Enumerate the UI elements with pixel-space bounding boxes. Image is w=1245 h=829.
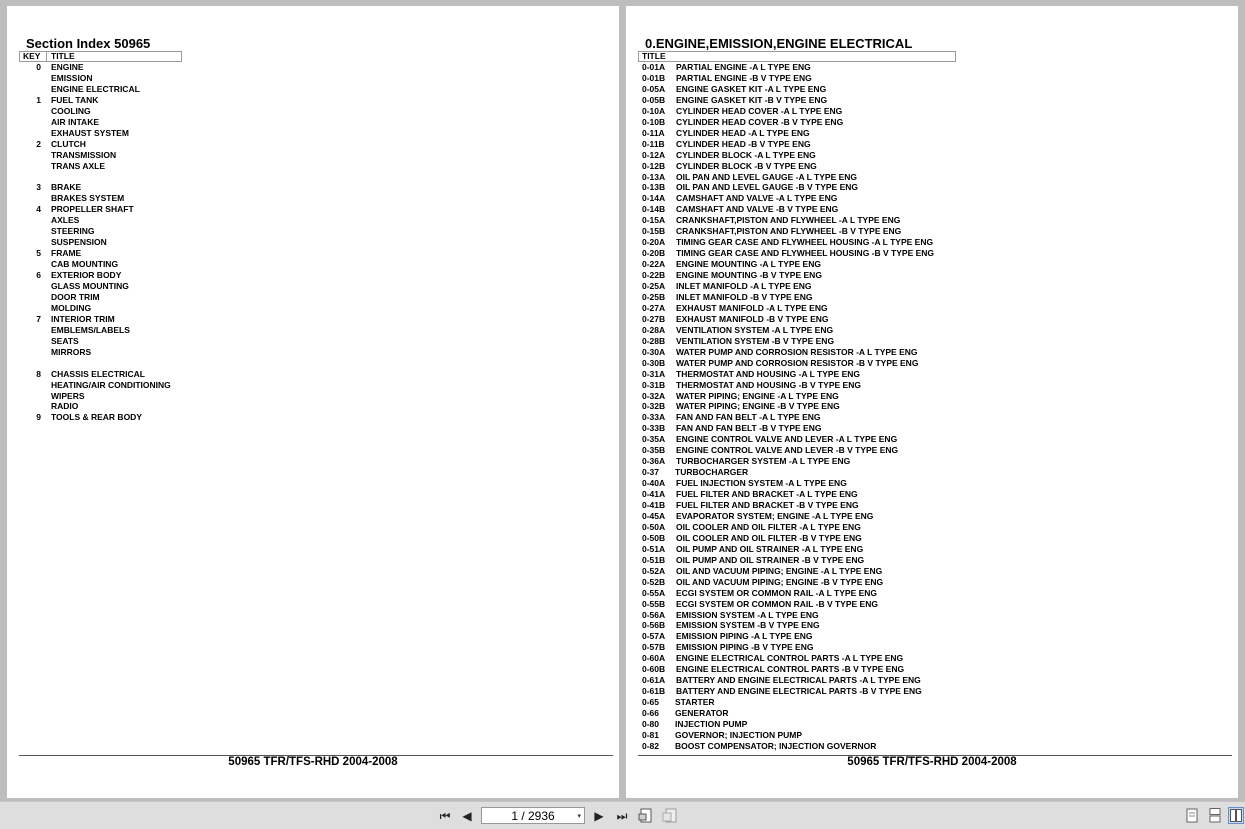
index-key: 4 (36, 204, 41, 215)
group-title: CAMSHAFT AND VALVE -B V TYPE ENG (676, 204, 839, 215)
index-row (7, 62, 307, 73)
group-list-row (642, 150, 1202, 161)
group-code: 0-20A (642, 237, 666, 248)
group-title: EMISSION SYSTEM -A L TYPE ENG (676, 609, 819, 620)
index-row (7, 73, 307, 84)
group-title: EMISSION SYSTEM -B V TYPE ENG (676, 620, 820, 631)
group-list-row (642, 325, 1202, 336)
title-column-header: TITLE (51, 51, 75, 61)
group-title: TURBOCHARGER SYSTEM -A L TYPE ENG (676, 456, 851, 467)
index-key: 2 (36, 138, 41, 149)
group-list-row (642, 292, 1202, 303)
index-title: DOOR TRIM (51, 291, 100, 302)
group-list-row (642, 314, 1202, 325)
group-list-row (642, 117, 1202, 128)
group-list-row (642, 270, 1202, 281)
index-row (7, 215, 307, 226)
index-title: WIPERS (51, 390, 85, 401)
index-row (7, 325, 307, 336)
group-list-row (642, 456, 1202, 467)
group-code: 0-25B (642, 291, 666, 302)
index-title: PROPELLER SHAFT (51, 204, 134, 215)
section-index-title: Section Index 50965 (26, 36, 151, 51)
group-title: CRANKSHAFT,PISTON AND FLYWHEEL -A L TYPE ENG (676, 215, 901, 226)
group-title: TURBOCHARGER (675, 467, 749, 478)
index-row (7, 248, 307, 259)
group-list-row (642, 555, 1202, 566)
group-list-row (642, 675, 1202, 686)
index-title: EXTERIOR BODY (51, 270, 122, 281)
index-row (7, 369, 307, 380)
list-header-box (638, 51, 956, 62)
group-list-row (642, 631, 1202, 642)
group-code: 0-35B (642, 445, 666, 456)
index-row (7, 226, 307, 237)
fit-width-icon[interactable] (662, 808, 678, 824)
index-row (7, 270, 307, 281)
group-title: OIL PUMP AND OIL STRAINER -A L TYPE ENG (676, 543, 864, 554)
group-list-row (642, 423, 1202, 434)
page-indicator: 1 / 2936 (511, 809, 555, 823)
group-code: 0-52A (642, 565, 666, 576)
index-row (7, 237, 307, 248)
group-code: 0-51B (642, 554, 666, 565)
group-title: ENGINE MOUNTING -B V TYPE ENG (676, 270, 822, 281)
page-number-field[interactable] (481, 807, 585, 824)
group-code: 0-01A (642, 62, 666, 72)
group-title: OIL AND VACUUM PIPING; ENGINE -B V TYPE ENG (676, 576, 884, 587)
index-title: CHASSIS ELECTRICAL (51, 368, 145, 379)
group-code: 0-57A (642, 631, 666, 642)
group-title: FUEL FILTER AND BRACKET -B V TYPE ENG (676, 500, 859, 510)
group-code: 0-11A (642, 127, 665, 138)
group-list-row (642, 347, 1202, 358)
group-code: 0-30A (642, 346, 666, 357)
index-title: TOOLS & REAR BODY (51, 412, 142, 423)
first-page-button[interactable]: ⏮ (439, 809, 451, 823)
index-title: INTERIOR TRIM (51, 313, 115, 324)
index-row (7, 150, 307, 161)
group-title: FUEL FILTER AND BRACKET -A L TYPE ENG (676, 489, 858, 500)
group-title: INJECTION PUMP (675, 719, 748, 729)
group-code: 0-12B (642, 160, 666, 171)
group-title: EXHAUST MANIFOLD -B V TYPE ENG (676, 313, 829, 324)
group-list-row (642, 358, 1202, 369)
group-title: INLET MANIFOLD -A L TYPE ENG (676, 281, 812, 291)
group-title: CYLINDER BLOCK -A L TYPE ENG (676, 149, 816, 160)
group-code: 0-41A (642, 489, 666, 500)
group-code: 0-41B (642, 500, 666, 510)
index-row (7, 172, 307, 183)
group-list-row (642, 599, 1202, 610)
group-list-row (642, 391, 1202, 402)
group-title: OIL AND VACUUM PIPING; ENGINE -A L TYPE ENG (676, 565, 883, 576)
group-code: 0-55A (642, 587, 666, 598)
group-list-row (642, 467, 1202, 478)
group-code: 0-36A (642, 456, 666, 467)
group-title: WATER PIPING; ENGINE -A L TYPE ENG (676, 390, 839, 401)
index-row (7, 347, 307, 358)
group-code: 0-15B (642, 226, 666, 237)
group-list-row (642, 248, 1202, 259)
group-code: 0-20B (642, 248, 666, 259)
group-title: OIL COOLER AND OIL FILTER -A L TYPE ENG (676, 521, 861, 532)
group-code: 0-05A (642, 83, 666, 94)
group-code: 0-10A (642, 105, 666, 116)
group-code: 0-32B (642, 401, 666, 412)
group-list-row (642, 215, 1202, 226)
group-list-row (642, 697, 1202, 708)
index-key: 0 (36, 62, 41, 72)
group-title: INLET MANIFOLD -B V TYPE ENG (676, 291, 813, 302)
index-title: BRAKE (51, 182, 82, 193)
group-code: 0-13A (642, 171, 666, 182)
index-title: EXHAUST SYSTEM (51, 127, 129, 138)
group-title: TIMING GEAR CASE AND FLYWHEEL HOUSING -B V TYPE ENG (676, 248, 935, 259)
group-list-row (642, 412, 1202, 423)
group-code: 0-55B (642, 598, 666, 609)
group-title: ECGI SYSTEM OR COMMON RAIL -A L TYPE ENG (676, 587, 878, 598)
group-list-row (642, 281, 1202, 292)
group-title: OIL COOLER AND OIL FILTER -B V TYPE ENG (676, 532, 862, 543)
group-code: 0-14B (642, 204, 666, 215)
index-title: EMISSION (51, 72, 93, 83)
group-code: 0-61A (642, 675, 666, 686)
index-row (7, 391, 307, 402)
group-list-row (642, 172, 1202, 183)
viewer-toolbar (0, 801, 1245, 829)
index-row (7, 314, 307, 325)
index-key: 1 (36, 94, 41, 105)
index-key: 9 (36, 412, 41, 423)
group-list-row (642, 139, 1202, 150)
group-title: ENGINE ELECTRICAL CONTROL PARTS -A L TYPE ENG (676, 653, 904, 664)
group-list-row (642, 401, 1202, 412)
single-page-view-icon[interactable] (1185, 808, 1199, 823)
last-page-button[interactable]: ⏭ (616, 809, 628, 823)
index-row (7, 303, 307, 314)
group-title: GENERATOR (675, 708, 729, 719)
group-title: BATTERY AND ENGINE ELECTRICAL PARTS -A L TYPE ENG (676, 675, 921, 686)
group-title: OIL PAN AND LEVEL GAUGE -A L TYPE ENG (676, 171, 858, 182)
group-title: CYLINDER HEAD -A L TYPE ENG (676, 127, 810, 138)
group-list-row (642, 73, 1202, 84)
group-list-row (642, 566, 1202, 577)
group-code: 0-32A (642, 390, 666, 401)
index-key: 5 (36, 248, 41, 259)
group-code: 0-45A (642, 510, 666, 521)
group-list-row (642, 84, 1202, 95)
group-code: 0-56B (642, 620, 666, 631)
right-page (626, 6, 1238, 798)
index-header-box (19, 51, 182, 62)
group-list-row (642, 434, 1202, 445)
group-title: THERMOSTAT AND HOUSING -A L TYPE ENG (676, 368, 861, 379)
group-code: 0-28B (642, 335, 666, 346)
group-code: 0-28A (642, 324, 666, 335)
group-list-row (642, 106, 1202, 117)
group-title: FAN AND FAN BELT -B V TYPE ENG (676, 423, 822, 434)
group-list-row (642, 522, 1202, 533)
group-code: 0-10B (642, 116, 666, 127)
group-code: 0-25A (642, 281, 666, 291)
index-title: RADIO (51, 401, 79, 412)
group-list-row (642, 95, 1202, 106)
group-code: 0-27B (642, 313, 666, 324)
group-code: 0-66 (642, 708, 660, 719)
group-list-row (642, 445, 1202, 456)
index-title: ENGINE ELECTRICAL (51, 83, 140, 94)
previous-page-button[interactable]: ◀ (462, 809, 472, 823)
group-code: 0-22B (642, 270, 666, 281)
index-row (7, 412, 307, 423)
continuous-view-icon[interactable] (1208, 808, 1222, 823)
group-code: 0-31B (642, 379, 666, 390)
index-row (7, 380, 307, 391)
index-title: MOLDING (51, 302, 92, 313)
group-code: 0-33A (642, 412, 666, 423)
group-list-row (642, 500, 1202, 511)
group-title: EVAPORATOR SYSTEM; ENGINE -A L TYPE ENG (676, 510, 874, 521)
index-title: SEATS (51, 335, 79, 346)
index-title: AIR INTAKE (51, 116, 100, 127)
group-list-row (642, 664, 1202, 675)
group-list-row (642, 336, 1202, 347)
header-divider (46, 52, 47, 61)
index-key: 6 (36, 270, 41, 281)
group-title: ENGINE MOUNTING -A L TYPE ENG (676, 259, 821, 270)
group-code: 0-56A (642, 609, 666, 620)
group-code: 0-14A (642, 193, 666, 204)
fit-page-icon[interactable] (638, 808, 654, 824)
group-title: BOOST COMPENSATOR; INJECTION GOVERNOR (675, 740, 877, 751)
group-list-row (642, 303, 1202, 314)
group-title: ENGINE GASKET KIT -A L TYPE ENG (676, 83, 827, 94)
group-code: 0-52B (642, 576, 666, 587)
index-key: 8 (36, 368, 41, 379)
group-title: CYLINDER HEAD -B V TYPE ENG (676, 138, 811, 149)
index-title: AXLES (51, 215, 80, 226)
group-list-row (642, 369, 1202, 380)
group-code: 0-33B (642, 423, 666, 434)
left-page (7, 6, 619, 798)
group-title: ENGINE CONTROL VALVE AND LEVER -B V TYPE ENG (676, 445, 899, 456)
group-title: CAMSHAFT AND VALVE -A L TYPE ENG (676, 193, 838, 204)
group-title: PARTIAL ENGINE -B V TYPE ENG (676, 72, 812, 83)
index-row (7, 292, 307, 303)
index-row (7, 84, 307, 95)
group-title: CYLINDER HEAD COVER -A L TYPE ENG (676, 105, 843, 116)
group-list-row (642, 237, 1202, 248)
group-title: BATTERY AND ENGINE ELECTRICAL PARTS -B V TYPE ENG (676, 686, 922, 697)
index-title: CAB MOUNTING (51, 259, 119, 270)
group-code: 0-60B (642, 664, 666, 675)
group-title: ECGI SYSTEM OR COMMON RAIL -B V TYPE ENG (676, 598, 878, 609)
group-list-row (642, 708, 1202, 719)
group-code: 0-31A (642, 368, 666, 379)
group-code: 0-22A (642, 259, 666, 270)
group-list-row (642, 686, 1202, 697)
group-list-row (642, 719, 1202, 730)
group-code: 0-65 (642, 697, 660, 708)
index-row (7, 193, 307, 204)
index-row (7, 139, 307, 150)
group-code: 0-40A (642, 478, 666, 489)
group-code: 0-35A (642, 434, 666, 445)
group-title: PARTIAL ENGINE -A L TYPE ENG (676, 62, 811, 72)
group-list-row (642, 544, 1202, 555)
group-list-row (642, 653, 1202, 664)
index-title: FUEL TANK (51, 94, 99, 105)
group-list-row (642, 511, 1202, 522)
group-code: 0-60A (642, 653, 666, 664)
group-list-row (642, 193, 1202, 204)
group-list-row (642, 259, 1202, 270)
next-page-button[interactable]: ▶ (594, 809, 604, 823)
index-row (7, 259, 307, 270)
index-title: FRAME (51, 248, 82, 259)
group-code: 0-50A (642, 521, 666, 532)
group-list-row (642, 730, 1202, 741)
index-row (7, 401, 307, 412)
group-code: 0-27A (642, 302, 666, 313)
index-title: STEERING (51, 226, 95, 237)
group-title: CYLINDER BLOCK -B V TYPE ENG (676, 160, 817, 171)
group-list-row (642, 610, 1202, 621)
group-list-row (642, 161, 1202, 172)
group-title: WATER PIPING; ENGINE -B V TYPE ENG (676, 401, 840, 412)
group-title: WATER PUMP AND CORROSION RESISTOR -A L TYPE ENG (676, 346, 918, 357)
group-list-row (642, 489, 1202, 500)
index-row (7, 204, 307, 215)
index-title: TRANSMISSION (51, 149, 117, 160)
group-title: VENTILATION SYSTEM -A L TYPE ENG (676, 324, 834, 335)
group-code: 0-51A (642, 543, 666, 554)
group-list-row (642, 620, 1202, 631)
group-list-row (642, 588, 1202, 599)
group-title: EXHAUST MANIFOLD -A L TYPE ENG (676, 302, 828, 313)
group-list-row (642, 128, 1202, 139)
group-code: 0-05B (642, 94, 666, 105)
group-list-row (642, 642, 1202, 653)
group-code: 0-80 (642, 719, 660, 729)
group-list-row (642, 380, 1202, 391)
index-row (7, 95, 307, 106)
group-title: TIMING GEAR CASE AND FLYWHEEL HOUSING -A L TYPE ENG (676, 237, 934, 248)
chevron-down-icon[interactable]: ▾ (577, 813, 581, 820)
index-row (7, 117, 307, 128)
group-title: STARTER (675, 697, 715, 708)
group-code: 0-61B (642, 686, 666, 697)
key-column-header: KEY (23, 51, 41, 61)
group-title: OIL PUMP AND OIL STRAINER -B V TYPE ENG (676, 554, 865, 565)
group-code: 0-50B (642, 532, 666, 543)
group-title: CYLINDER HEAD COVER -B V TYPE ENG (676, 116, 844, 127)
group-code: 0-12A (642, 149, 666, 160)
index-row (7, 128, 307, 139)
index-title: COOLING (51, 105, 91, 116)
index-title: ENGINE (51, 62, 84, 72)
group-title: ENGINE ELECTRICAL CONTROL PARTS -B V TYPE ENG (676, 664, 905, 675)
index-title: SUSPENSION (51, 237, 107, 248)
index-title: EMBLEMS/LABELS (51, 324, 130, 335)
index-title: CLUTCH (51, 138, 86, 149)
index-title: TRANS AXLE (51, 160, 105, 171)
group-title: EMISSION PIPING -A L TYPE ENG (676, 631, 813, 642)
group-title: CRANKSHAFT,PISTON AND FLYWHEEL -B V TYPE ENG (676, 226, 902, 237)
group-title: FUEL INJECTION SYSTEM -A L TYPE ENG (676, 478, 847, 489)
group-title: ENGINE CONTROL VALVE AND LEVER -A L TYPE ENG (676, 434, 898, 445)
index-row (7, 336, 307, 347)
group-code: 0-13B (642, 182, 666, 193)
group-code: 0-37 (642, 467, 660, 478)
group-title: THERMOSTAT AND HOUSING -B V TYPE ENG (676, 379, 861, 390)
index-title: HEATING/AIR CONDITIONING (51, 379, 171, 390)
index-title: BRAKES SYSTEM (51, 193, 125, 204)
title-column-header: TITLE (642, 51, 666, 61)
group-code: 0-01B (642, 72, 666, 83)
group-title: WATER PUMP AND CORROSION RESISTOR -B V TYPE ENG (676, 357, 919, 368)
group-code: 0-82 (642, 740, 660, 751)
index-row (7, 182, 307, 193)
group-list-row (642, 533, 1202, 544)
group-title: FAN AND FAN BELT -A L TYPE ENG (676, 412, 821, 423)
facing-pages-view-icon[interactable] (1228, 807, 1244, 824)
group-list-row (642, 226, 1202, 237)
group-title: EMISSION PIPING -B V TYPE ENG (676, 642, 814, 653)
group-list-row (642, 204, 1202, 215)
group-list-row (642, 182, 1202, 193)
group-code: 0-30B (642, 357, 666, 368)
group-title: OIL PAN AND LEVEL GAUGE -B V TYPE ENG (676, 182, 858, 193)
index-row (7, 358, 307, 369)
group-code: 0-81 (642, 729, 660, 740)
group-list-row (642, 478, 1202, 489)
page-footer: 50965 TFR/TFS-RHD 2004-2008 (228, 756, 398, 768)
group-list-row (642, 62, 1202, 73)
index-title: GLASS MOUNTING (51, 281, 129, 291)
index-row (7, 281, 307, 292)
group-list-row (642, 577, 1202, 588)
index-row (7, 161, 307, 172)
group-code: 0-15A (642, 215, 666, 226)
group-list-row (642, 741, 1202, 752)
index-key: 3 (36, 182, 41, 193)
group-code: 0-57B (642, 642, 666, 653)
group-title: GOVERNOR; INJECTION PUMP (675, 729, 803, 740)
index-title: MIRRORS (51, 346, 92, 357)
index-key: 7 (36, 313, 41, 324)
index-row (7, 106, 307, 117)
section-title: 0.ENGINE,EMISSION,ENGINE ELECTRICAL (645, 36, 913, 51)
group-code: 0-11B (642, 138, 665, 149)
group-title: ENGINE GASKET KIT -B V TYPE ENG (676, 94, 828, 105)
page-footer: 50965 TFR/TFS-RHD 2004-2008 (847, 756, 1017, 768)
group-title: VENTILATION SYSTEM -B V TYPE ENG (676, 335, 835, 346)
